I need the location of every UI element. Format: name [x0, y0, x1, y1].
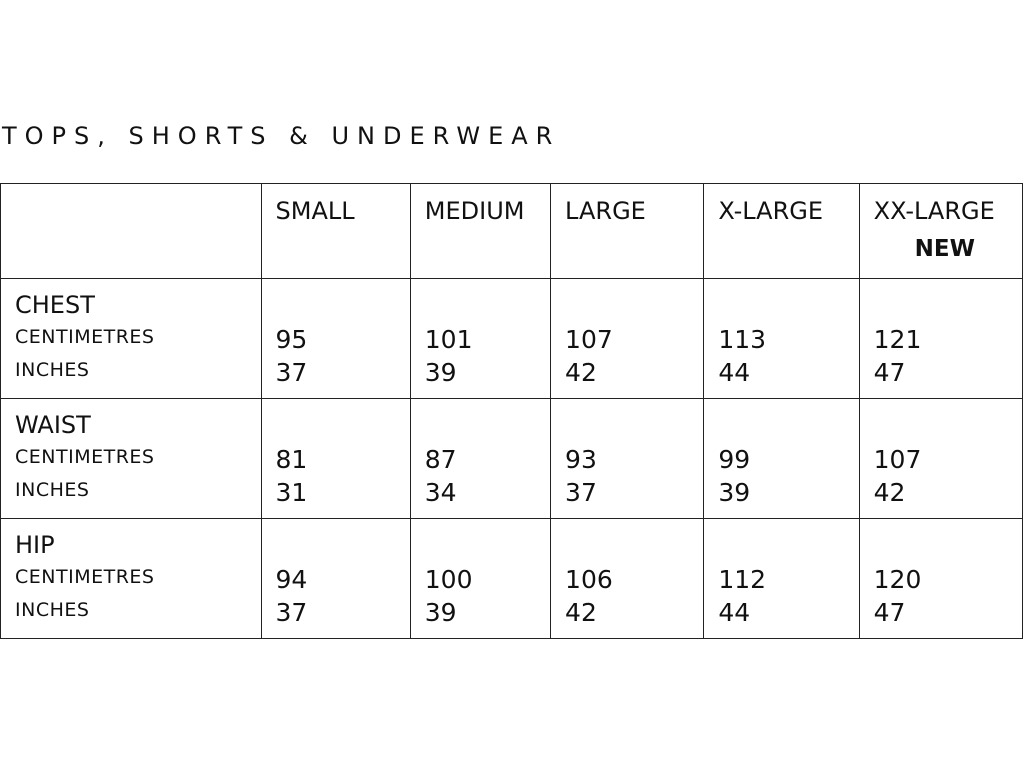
measurement-row-waist	[1, 399, 1023, 519]
cm-value: 100	[424, 565, 473, 594]
value-cell-large	[551, 519, 704, 639]
measurement-label-cell	[1, 399, 262, 519]
cm-value: 113	[718, 325, 767, 354]
size-label: X-LARGE	[718, 197, 824, 225]
unit-inches-label: INCHES	[15, 479, 90, 501]
cm-value: 120	[873, 565, 922, 594]
value-cell-x-large	[704, 279, 859, 399]
inch-value: 44	[718, 358, 751, 387]
cm-value: 101	[424, 325, 473, 354]
value-cell-xx-large	[859, 519, 1022, 639]
value-cell-medium	[410, 519, 550, 639]
size-header-x-large	[704, 184, 859, 279]
cm-value: 93	[565, 445, 597, 474]
value-cell-x-large	[704, 399, 859, 519]
value-cell-medium	[410, 399, 550, 519]
measurement-label-cell	[1, 279, 262, 399]
unit-inches-label: INCHES	[15, 599, 90, 621]
inch-value: 39	[718, 478, 751, 507]
size-label: LARGE	[565, 197, 646, 225]
cm-value: 106	[565, 565, 613, 594]
measurement-name: HIP	[15, 531, 55, 559]
value-cell-medium	[410, 279, 550, 399]
size-chart-table	[0, 183, 1023, 639]
new-badge: NEW	[914, 236, 975, 262]
cm-value: 81	[275, 445, 308, 474]
value-cell-small	[261, 519, 410, 639]
page-title: TOPS, SHORTS & UNDERWEAR	[2, 122, 561, 150]
cm-value: 87	[424, 445, 457, 474]
value-cell-large	[551, 399, 704, 519]
measurement-name: WAIST	[15, 411, 91, 439]
value-cell-xx-large	[859, 279, 1022, 399]
inch-value: 37	[275, 358, 308, 387]
inch-value: 39	[424, 358, 457, 387]
inch-value: 34	[424, 478, 457, 507]
inch-value: 42	[565, 598, 597, 627]
measurement-name: CHEST	[15, 291, 95, 319]
measurement-row-hip	[1, 519, 1023, 639]
cm-value: 99	[718, 445, 751, 474]
cm-value: 94	[275, 565, 308, 594]
value-cell-small	[261, 279, 410, 399]
size-label: SMALL	[275, 197, 355, 225]
header-empty-cell	[1, 184, 262, 279]
size-label: XX-LARGE	[873, 197, 995, 225]
inch-value: 37	[565, 478, 597, 507]
cm-value: 107	[873, 445, 922, 474]
size-label: MEDIUM	[424, 197, 525, 225]
size-header-xx-large	[859, 184, 1022, 279]
cm-value: 107	[565, 325, 613, 354]
inch-value: 42	[565, 358, 597, 387]
measurement-row-chest	[1, 279, 1023, 399]
value-cell-xx-large	[859, 399, 1022, 519]
cm-value: 95	[275, 325, 308, 354]
inch-value: 44	[718, 598, 751, 627]
inch-value: 47	[873, 358, 906, 387]
size-header-medium	[410, 184, 550, 279]
size-header-large	[551, 184, 704, 279]
unit-inches-label: INCHES	[15, 359, 90, 381]
inch-value: 42	[873, 478, 906, 507]
measurement-label-cell	[1, 519, 262, 639]
inch-value: 37	[275, 598, 308, 627]
cm-value: 112	[718, 565, 767, 594]
size-header-small	[261, 184, 410, 279]
value-cell-x-large	[704, 519, 859, 639]
inch-value: 39	[424, 598, 457, 627]
inch-value: 31	[275, 478, 308, 507]
value-cell-small	[261, 399, 410, 519]
unit-centimetres-label: CENTIMETRES	[15, 566, 155, 588]
cm-value: 121	[873, 325, 922, 354]
unit-centimetres-label: CENTIMETRES	[15, 446, 155, 468]
size-header-row	[1, 184, 1023, 279]
value-cell-large	[551, 279, 704, 399]
inch-value: 47	[873, 598, 906, 627]
unit-centimetres-label: CENTIMETRES	[15, 326, 155, 348]
